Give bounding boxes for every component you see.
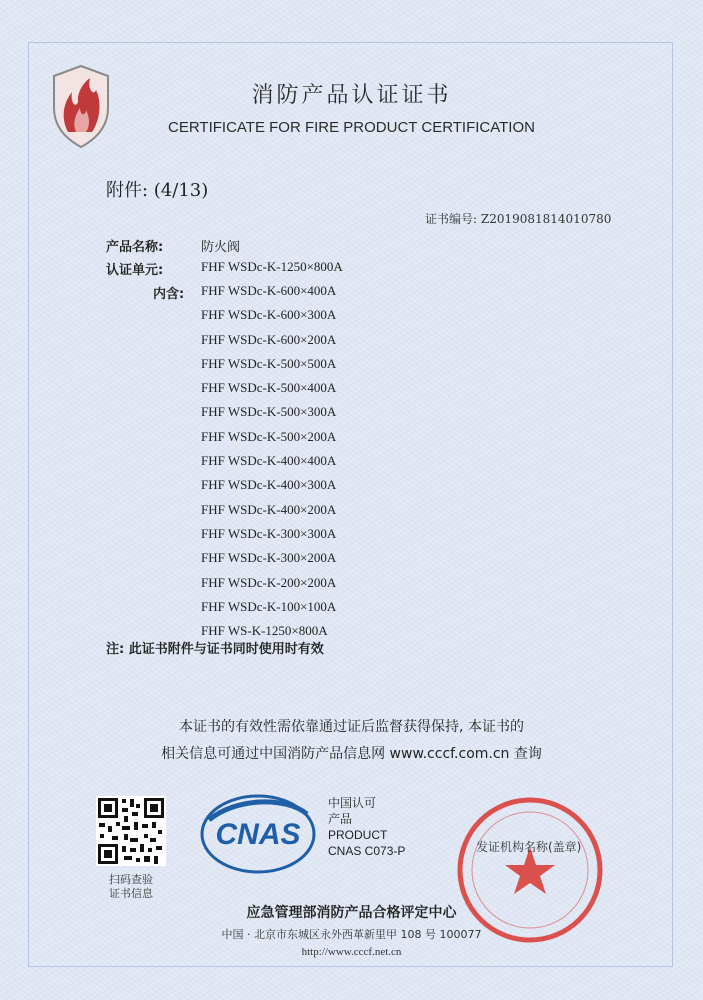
model-item: FHF WSDc-K-200×200A	[201, 574, 337, 590]
title-chinese: 消防产品认证证书	[251, 83, 452, 108]
model-item: FHF WSDc-K-500×200A	[201, 428, 337, 444]
organization-address: 中国 · 北京市东城区永外西革新里甲 108 号 100077	[221, 928, 482, 941]
cnas-line2: 产品	[328, 812, 353, 826]
organization-website[interactable]: http://www.cccf.net.cn	[301, 946, 402, 958]
official-red-seal-icon	[455, 795, 605, 945]
cnas-accreditation-text	[328, 795, 405, 859]
model-item: FHF WSDc-K-400×400A	[201, 453, 337, 469]
cnas-line1: 中国认可	[328, 796, 377, 810]
model-item: FHF WSDc-K-500×400A	[201, 380, 337, 396]
issuing-authority-seal-note: 发证机构名称(盖章)	[476, 840, 582, 854]
qr-caption-line1: 扫码查验	[109, 873, 153, 886]
certificate-number: 证书编号: Z2019081814010780	[425, 212, 612, 226]
validity-statement-line2: 相关信息可通过中国消防产品信息网 www.cccf.com.cn 查询	[161, 746, 542, 762]
model-item: FHF WSDc-K-300×300A	[201, 525, 337, 541]
title-english: CERTIFICATE FOR FIRE PRODUCT CERTIFICATION	[168, 119, 535, 136]
model-item: FHF WSDc-K-500×300A	[201, 404, 337, 420]
model-item: FHF WSDc-K-600×200A	[201, 331, 337, 347]
model-list	[201, 283, 441, 647]
product-name-label: 产品名称:	[106, 240, 164, 255]
cnas-logo-text: CNAS	[215, 818, 301, 851]
issuing-organization: 应急管理部消防产品合格评定中心	[246, 905, 457, 921]
cert-unit-value: FHF WSDc-K-1250×800A	[201, 259, 343, 274]
model-item: FHF WSDc-K-600×400A	[201, 283, 337, 298]
model-item: FHF WS-K-1250×800A	[201, 623, 328, 639]
model-item: FHF WSDc-K-600×300A	[201, 307, 337, 323]
qr-caption	[95, 873, 167, 901]
model-item: FHF WSDc-K-300×200A	[201, 550, 337, 566]
annex-page-number: 附件: (4/13)	[106, 180, 209, 201]
model-item: FHF WSDc-K-400×200A	[201, 501, 337, 517]
cert-unit-label: 认证单元:	[106, 263, 164, 278]
model-item: FHF WSDc-K-500×500A	[201, 355, 337, 371]
cnas-line3: PRODUCT	[328, 828, 388, 842]
annex-note: 注: 此证书附件与证书同时使用时有效	[106, 642, 324, 657]
product-name-value: 防火阀	[201, 240, 241, 255]
qr-caption-line2: 证书信息	[109, 887, 153, 900]
validity-statement-line1: 本证书的有效性需依靠通过证后监督获得保持, 本证书的	[179, 719, 524, 735]
model-item: FHF WSDc-K-100×100A	[201, 598, 337, 614]
contains-label: 内含:	[153, 287, 185, 302]
cnas-logo-icon	[195, 790, 321, 874]
qr-code-icon[interactable]	[96, 796, 166, 866]
cnas-line4: CNAS C073-P	[328, 844, 406, 858]
model-item: FHF WSDc-K-400×300A	[201, 477, 337, 493]
